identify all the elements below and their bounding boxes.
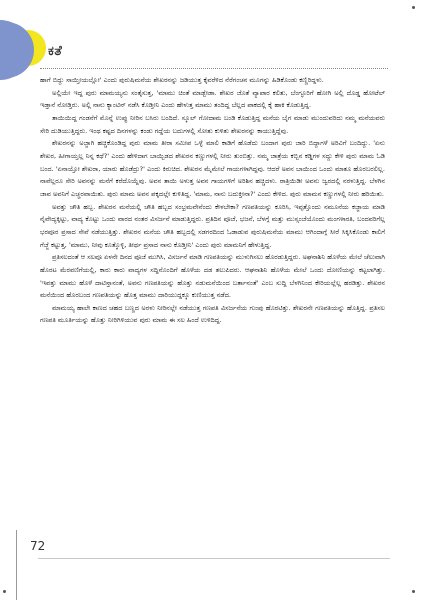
paragraph: ತಾಯಿಯಿದ್ದ ಗಂಡನೆಗೆ ಮೊನ್ನೆ ಉಪ್ಪು ನೀರಿನ ಬಸಿರು ಬಂದಿದೆ. ಸ್ಕೂಲ್ ಗೋದಾಮ ಬಂಡಿ ಕೊಡುತ್ತಿದ್ದ ಮನೆಯ ಬೈಗ ಮಾಡು ಮುಂದುವರಿದು ನಮ್ಮ ಮನೆಯವರು ಸೇರಿ ದುಡಿಯುತ್ತಿದ್ದರು. ಇಂಥ ಕಷ್ಟದ ದಿನಗಳನ್ನು ಕಂಡು ಗದ್ದೆಯ ಬದುಗಳಲ್ಲಿ ಸೋತು ಕುಳಿತು ಶೇಖರನನ್ನು ಕಾಯುತ್ತಿದ್ದೆವು. xyxy=(40,113,385,135)
paragraph: ಅಲ್ಲಿಯೇ ಇದ್ದ ಪುರು ಮಾಮಯ್ಯನು ಸಂತೈಸುತ್ತ, 'ಮಾಮು ಚಿಂತೆ ಮಾಡ್ಬೇಡಾ. ಶೇಖರ ಜೊತೆ ವ್ಯಾಪಾರ ಕಲಿತು, ಬೆಂಗ್ಳೂರಿಗೆ ಹೋಗಿ ಅಲ್ಲಿ ದೊಡ್ಡ ಹೋಟೆಲ್ ಇಡ್ತಾನೆ ನೋಡ್ತಿರು. ಅಲ್ಲಿ ನಾನು ಕ್ಯಾಂಟಿನ್ ನಡೆಸಿ ಕೊಡ್ತೀನಿ ಎಂದು ಹೇಳುತ್ತ ಮಾಮು ತಂದಿದ್ದ ಬೆಲ್ಲದ ಪಾಕದಲ್ಲಿ ಕೈ ಹಾಕಿ ಕೊಡುತ್ತಿದ್ದ. xyxy=(40,88,385,110)
paragraph: ಪ್ರತಿಸಲದಂತೆ ಆ ಸಲವೂ ಏಳನೇ ದಿನದ ಪೂಜೆ ಮುಗಿಸಿ, ವಿಸರ್ಜನೆ ಮಾಡಿ ಗಣಪತಿಯನ್ನು ಮುಳುಗಿಸಲು ಹೊರಡುತ್ತಿದ್ದರು. ಅಘನಾಶಿನಿ ಹೊಳೆಯ ಮೇಲೆ ಚೆಲುವಾಗಿ ಹೊರಟ ಮೆರವಣಿಗೆಯಲ್ಲಿ, ಕಾರು ಕಾರು ವಾದ್ಯಗಳ ಸದ್ದಿನೊಂದಿಗೆ ಹೊಳೆಯ ದಡ ತಲುಪಿದರು. ಆಘನಾಶಿನಿ ಹೊಳೆಯ ಮೇಲೆ ಒಂದು ದೋಣಿಯನ್ನು ಕಟ್ಟಲಾಗಿತ್ತು. 'ಇವತ್ತು ಮಾಮು ಹೊಳೆ ದಾಟಿಸ್ತಾನಂತೆ, ಅವನು ಗಣಪತಿಯನ್ನು ಹೊತ್ತು ನಡುಮನೆಯಿಂದ ಬರ್ತಾನಂತೆ' ಎಂಬ ಸುದ್ದಿ ಬೆಳಗಿನಿಂದ ಕೇರಿಯಲ್ಲೆಲ್ಲ ಹರಡಿತ್ತು. ಶೇಖರನ ಮನೆಯಿಂದ ಹೊರಬಂದ ಗಣಪತಿಯನ್ನು ಹೊತ್ತ ಮಾಮು ದಾರಿಯುದ್ದಕ್ಕೂ ಕುಣಿಯುತ್ತ ನಡೆದ. xyxy=(40,253,385,300)
paragraph: ಶೇಖರನನ್ನು ಅಜ್ಜಾಗಿ ಹಚ್ಚಿಕೊಂಡಿದ್ದ ಪುರು ಮಾಮ ತೀರಾ ಸಮೀಪ ಒಳ್ಳೆ ಮಾಲಿ ಕಾಡಿಗೆ ಹೊಡೆದು ಬಂದಾಗ ಪುರು ಜಾರಿ ಬಿದ್ದಾಗಳೆ ಅರಿವಿಗೆ ಬಂದಿದ್ದು. 'ಏನು ಶೇಖರ, ಹೀಗಾಯ್ತಲ್ಲ ನಿನ್ನ ಕಥೆ?' ಎಂದು ಹೇಳಿದಾಗ ಬಾಯ್ಬಿಡದ ಶೇಖರನ ಕಣ್ಣುಗಳಲ್ಲಿ ನೀರು ತುಂಬಿತ್ತು. ನಮ್ಮ ಜಾತ್ರೆಯ ಕಬ್ಬಿನ ಕಡ್ಡಿಗಳ ಸದ್ದು ಕೇಳಿ ಪುರು ಮಾಮ ಓಡಿ ಬಂದ. 'ಏನಾಯ್ತೋ ಶೇಖರಾ, ಯಾರು ಹೊಡೆದ್ರು?' ಎಂದು ಕಿರುಚಿದ. ಶೇಖರನ ಮೈಮೇಲೆ ಗಾಯಗಳಾಗಿದ್ದವು. ಆದರೆ ಅವನ ಬಾಯಿಂದ ಒಂದು ಮಾತೂ ಹೊರಬರಲಿಲ್ಲ. ನಾವೆಲ್ಲರೂ ಸೇರಿ ಅವನನ್ನು ಮನೆಗೆ ಕರೆದೊಯ್ದೆವು. ಅವನ ತಾಯಿ ಅಳುತ್ತ ಅವನ ಗಾಯಗಳಿಗೆ ಅರಿಶಿನ ಹಚ್ಚಿದಳು. ರಾತ್ರಿಯಿಡೀ ಅವನು ಜ್ವರದಲ್ಲಿ ನರಳುತ್ತಿದ್ದ. ಬೆಳಗಿನ ಜಾವ ಅವನಿಗೆ ಎಚ್ಚರವಾಯಿತು. ಪುರು ಮಾಮ ಅವನ ಪಕ್ಕದಲ್ಲೇ ಕುಳಿತಿದ್ದ. 'ಮಾಮ, ನಾನು ಬದುಕ್ತೀನಾ?' ಎಂದು ಕೇಳಿದ. ಪುರು ಮಾಮನ ಕಣ್ಣುಗಳಲ್ಲಿ ನೀರು ಹರಿಯಿತು. xyxy=(40,139,385,198)
page-number: 72 xyxy=(30,539,46,553)
section-title: ಕತೆ xyxy=(48,44,63,59)
margin-rule xyxy=(16,530,17,600)
header-divider xyxy=(40,68,388,69)
crop-mark xyxy=(3,590,6,593)
story-body xyxy=(40,74,385,558)
paragraph: ಹಾಗೆ ಬಿದ್ದು ಸಾಯ್ತೀಯಲ್ಲೋ' ಎಂದು ಪುರುಷಿಮನೆಯ ಶೇಖರನನ್ನು ಜಡಿಯುತ್ತ ಕೈವರೆಳಿದ ನೆರೆಗಂಚನ ಮೂಗನ್ನು ಹಿಡಿಕೊಂಡು ಕಣ್ಣಿರಿದ್ದಳು. xyxy=(40,76,324,84)
footer-divider xyxy=(38,558,390,559)
crop-mark xyxy=(412,6,415,9)
crop-mark xyxy=(412,590,415,593)
paragraph: ಮಾಮಯ್ಯ ಹಾಲೇ ಕಾಣದ ಚಹದ ಬಣ್ಣದ ಅರಳು ನೀರಿನಲ್ಲೇ ನಡೆಯುತ್ತ ಗಣಪತಿ ವಿಸರ್ಜನೆಯ ಗುಂಪು ಹೊರಟಿತ್ತು. ಶೇಖರನೇ ಗಣಪತಿಯನ್ನು ಹೊತ್ತಿದ್ದ. ಪ್ರತಿಸಲ ಗಣಪತಿ ಮೂರ್ತಿಯನ್ನು ಹೊತ್ತು ನೀರಿಗಿಳಿಯುವ ಪುರು ಮಾಮ ಈ ಸಲ ಹಿಂದೆ ಉಳಿದಿದ್ದ. xyxy=(40,303,385,325)
paragraph: ಅವತ್ತು ಚೌತಿ ಹಬ್ಬ. ಶೇಖರನ ಮನೆಯಲ್ಲಿ ಚೌತಿ ಹಬ್ಬದ ಸಂಭ್ರಮವೇನೆಂದು ಕೇಳಬೇಕಾ? ಗಣಪತಿಯನ್ನು ಕೂರಿಸಿ, ಇಪ್ಪತ್ತೊಂದು ನಮೂನೆಯ ಕಜ್ಜಾಯ ಮಾಡಿ ನೈವೇದ್ಯಕ್ಕಿಟ್ಟು, ವಾದ್ಯ ಕೊಟ್ಟು ಒಂದು ವಾರದ ನಂತರ ವಿಸರ್ಜನೆ ಮಾಡುತ್ತಿದ್ದರು. ಪ್ರತಿದಿನ ಪೂಜೆ, ಭಜನೆ, ಬೆಳಗ್ಗೆ ಮತ್ತು ಮುಸ್ಸಂಜೆಯೊಂದು ಮಂಗಳಾರತಿ, ಬಂದವರಿಗೆಲ್ಲ ಭರಪೂರ ಪ್ರಸಾದ ಸೇವೆ ನಡೆಯುತ್ತಿತ್ತು. ಶೇಖರನ ಮನೆಯ ಚೌತಿ ಹಬ್ಬದಲ್ಲಿ ಸಡಗರದಿಂದ ಓಡಾಡುವ ಪುರುಷಿಮನೆಯ ಮಾಮು ಆಗಿಂದಾಗ್ಗೆ ಸೀರೆ ಸಿಕ್ಕಿಸಿಕೊಂಡು ಕಾಲಿಗೆ ಗೆಜ್ಜೆ ಕಟ್ಟುತ್ತ, 'ಮಾಮು, ನೀವು ಕೂತ್ಕೊಳ್ಳಿ, ತೀರ್ಥ ಪ್ರಸಾದ ನಾನು ಕೊಡ್ತೀನಿ' ಎಂದು ಪುರು ಮಾಮನಿಗೆ ಹೇಳುತ್ತಿದ್ದ. xyxy=(40,202,385,249)
